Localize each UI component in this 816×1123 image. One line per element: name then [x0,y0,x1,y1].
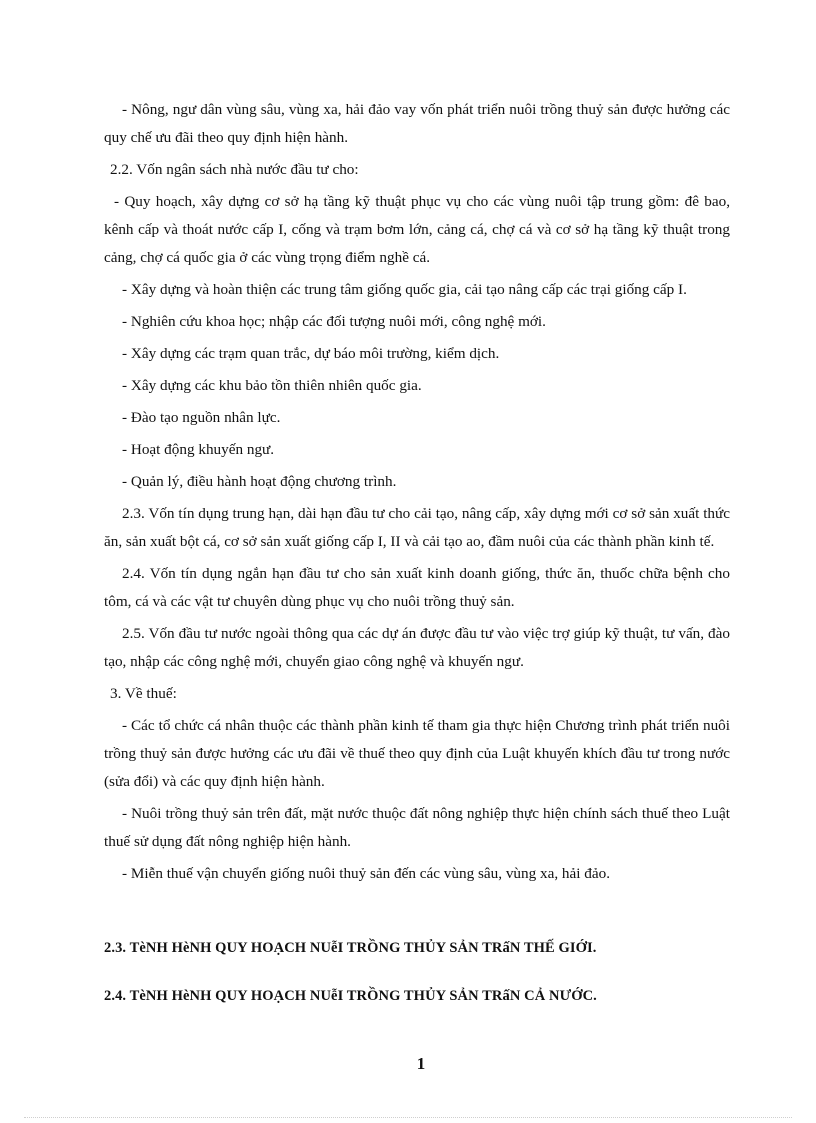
paragraph-monitoring-stations: - Xây dựng các trạm quan trắc, dự báo môi trường, kiểm dịch. [122,345,500,362]
paragraph-section-3-taxes: 3. Về thuế: [110,685,177,702]
paragraph-farmer-loans: - Nông, ngư dân vùng sâu, vùng xa, hải đảo vay vốn phát triển nuôi trồng thuỷ sản được hưởng các quy chế ưu đãi theo quy định hiện hành. [104,101,730,146]
page-number: 1 [416,1054,426,1073]
heading-world-planning: 2.3. TèNH HèNH QUY HOẠCH NUễI TRỒNG THỦY SẢN TRấN THẾ GIỚI. [104,940,597,956]
paragraph-land-tax: - Nuôi trồng thuỷ sản trên đất, mặt nước thuộc đất nông nghiệp thực hiện chính sách thuế theo Luật thuế sử dụng đất nông nghiệp hiện hành. [104,805,730,850]
paragraph-section-2-2: 2.2. Vốn ngân sách nhà nước đầu tư cho: [110,161,359,178]
paragraph-infrastructure-planning: - Quy hoạch, xây dựng cơ sở hạ tầng kỹ thuật phục vụ cho các vùng nuôi tập trung gồm: đê bao, kênh cấp và thoát nước cấp I, cống và trạm bơm lớn, cảng cá, chợ cá và cơ sở hạ tầng kỹ thuật trong cảng, chợ cá quốc gia ở các vùng trọng điểm nghề cá. [104,193,730,266]
paragraph-transport-tax-exemption: - Miễn thuế vận chuyển giống nuôi thuỷ sản đến các vùng sâu, vùng xa, hải đảo. [122,865,610,882]
paragraph-section-2-5: 2.5. Vốn đầu tư nước ngoài thông qua các dự án được đầu tư vào việc trợ giúp kỹ thuật, tư vấn, đào tạo, nhập các công nghệ mới, chuyển giao công nghệ và khuyến ngư. [104,625,730,670]
paragraph-section-2-4: 2.4. Vốn tín dụng ngắn hạn đầu tư cho sản xuất kinh doanh giống, thức ăn, thuốc chữa bệnh cho tôm, cá và các vật tư chuyên dùng phục vụ cho nuôi trồng thuỷ sản. [104,565,730,610]
paragraph-tax-incentives: - Các tổ chức cá nhân thuộc các thành phần kinh tế tham gia thực hiện Chương trình phát triển nuôi trồng thuỷ sản được hưởng các ưu đãi về thuế theo quy định của Luật khuyến khích đầu tư trong nước (sửa đổi) và các quy định hiện hành. [104,717,730,790]
paragraph-conservation-areas: - Xây dựng các khu bảo tồn thiên nhiên quốc gia. [122,377,422,394]
paragraph-training: - Đào tạo nguồn nhân lực. [122,409,281,426]
heading-national-planning: 2.4. TèNH HèNH QUY HOẠCH NUễI TRỒNG THỦY SẢN TRấN CẢ NƯỚC. [104,988,597,1004]
paragraph-extension: - Hoạt động khuyến ngư. [122,441,275,458]
paragraph-section-2-3: 2.3. Vốn tín dụng trung hạn, dài hạn đầu tư cho cải tạo, nâng cấp, xây dựng mới cơ sở sản xuất thức ăn, sản xuất bột cá, cơ sở sản xuất giống cấp I, II và cải tạo ao, đầm nuôi của các thành phần kinh tế. [104,505,730,550]
paragraph-research: - Nghiên cứu khoa học; nhập các đối tượng nuôi mới, công nghệ mới. [122,313,546,330]
paragraph-program-management: - Quản lý, điều hành hoạt động chương trình. [122,473,397,490]
footer-divider [24,1117,792,1118]
document-body [104,96,730,892]
paragraph-seed-centers: - Xây dựng và hoàn thiện các trung tâm giống quốc gia, cải tạo nâng cấp các trại giống cấp I. [122,281,687,298]
